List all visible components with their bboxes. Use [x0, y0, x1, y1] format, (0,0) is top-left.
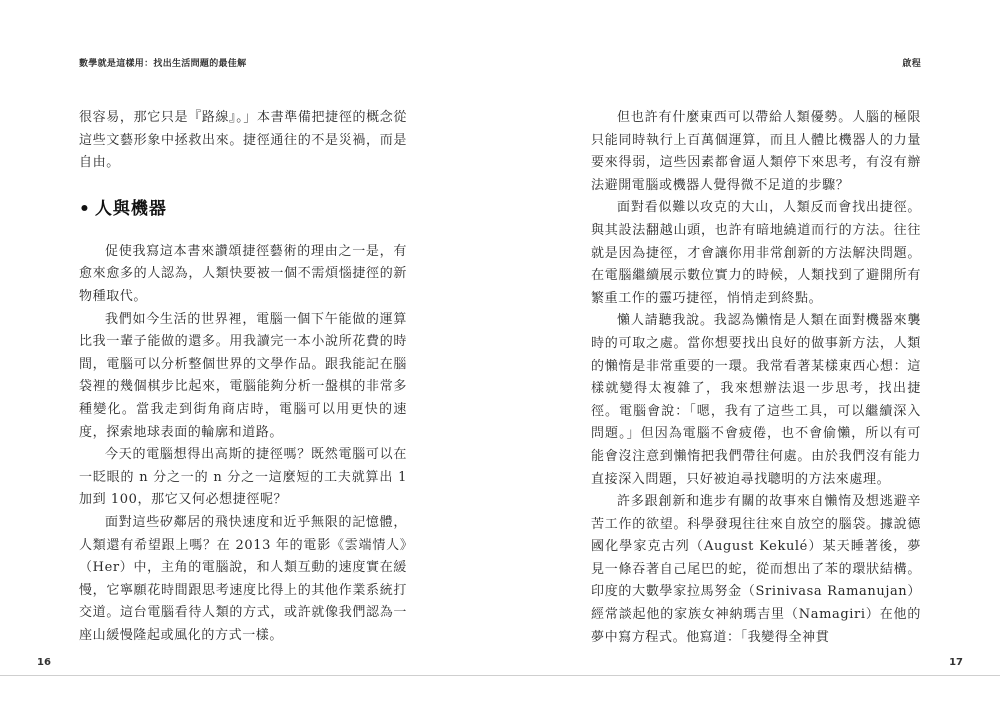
- right-page: [500, 0, 1000, 707]
- left-paragraph-2: 我們如今生活的世界裡，電腦一個下午能做的運算比我一輩子能做的還多。用我讀完一本小說所花費的時間，電腦可以分析整個世界的文學作品。跟我能記在腦袋裡的幾個棋步比起來，電腦能夠分析一盤棋的非常多種變化。當我走到街角商店時，電腦可以用更快的速度，探索地球表面的輪廓和道路。: [79, 311, 407, 440]
- left-footer-rule: [0, 675, 500, 676]
- left-intro-paragraph: 很容易，那它只是『路線』。」本書準備把捷徑的概念從這些文藝形象中拯救出來。捷徑通往的不是災禍，而是自由。: [79, 110, 407, 171]
- left-page-number: 16: [37, 657, 51, 668]
- right-paragraph-1: 但也許有什麼東西可以帶給人類優勢。人腦的極限只能同時執行上百萬個運算，而且人體比機器人的力量要來得弱，這些因素都會逼人類停下來思考，有沒有辦法避開電腦或機器人覺得微不足道的步驟？: [591, 110, 921, 193]
- right-page-number: 17: [949, 657, 963, 668]
- right-paragraph-2: 面對看似難以攻克的大山，人類反而會找出捷徑。與其設法翻越山頭，也許有暗地繞道而行的方法。往往就是因為捷徑，才會讓你用非常創新的方法解決問題。在電腦繼續展示數位實力的時候，人類找到了避開所有繁重工作的靈巧捷徑，悄悄走到終點。: [591, 200, 921, 306]
- right-text-block: [591, 107, 921, 649]
- section-heading: [79, 197, 407, 221]
- left-running-head: 數學就是這樣用：找出生活問題的最佳解: [79, 59, 247, 69]
- right-paragraph-3: 懶人請聽我說。我認為懶惰是人類在面對機器來襲時的可取之處。當你想要找出良好的做事新方法，人類的懶惰是非常重要的一環。我常看著某樣東西心想：這樣就變得太複雜了，我來想辦法退一步思考，找出捷徑。電腦會說：「嗯，我有了這些工具，可以繼續深入問題。」但因為電腦不會疲倦，也不會偷懶，所以有可能會沒注意到懶惰把我們帶往何處。由於我們沒有能力直接深入問題，只好被迫尋找聰明的方法來處理。: [591, 313, 921, 487]
- heading-bullet: •: [79, 198, 91, 219]
- left-paragraph-4: 面對這些矽鄰居的飛快速度和近乎無限的記憶體，人類還有希望跟上嗎？在 2013 年的電影《雲端情人》（Her）中，主角的電腦說，和人類互動的速度實在緩慢，它寧願花時間跟思考速度比得上的其他作業系統打交道。這台電腦看待人類的方式，或許就像我們認為一座山緩慢隆起或風化的方式一樣。: [79, 514, 407, 643]
- right-paragraph-4: 許多跟創新和進步有關的故事來自懶惰及想逃避辛苦工作的欲望。科學發現往往來自放空的腦袋。據說德國化學家克古列（August Kekulé）某天睡著後，夢見一條吞著自己尾巴的蛇，從而想出了苯的環狀結構。印度的大數學家拉馬努金（Srinivasa Ramanujan）經常談起他的家族女神納瑪吉里（Namagiri）在他的夢中寫方程式。他寫道：「我變得全神貫: [591, 494, 921, 645]
- right-running-head: 啟程: [902, 59, 921, 69]
- left-paragraph-1: 促使我寫這本書來讚頌捷徑藝術的理由之一是，有愈來愈多的人認為，人類快要被一個不需煩惱捷徑的新物種取代。: [79, 243, 407, 304]
- left-text-block: [79, 107, 407, 647]
- left-paragraph-3: 今天的電腦想得出高斯的捷徑嗎？既然電腦可以在一眨眼的 n 分之一的 n 分之一這麼短的工夫就算出 1 加到 100，那它又何必想捷徑呢？: [79, 447, 407, 508]
- heading-text: 人與機器: [94, 198, 167, 219]
- right-footer-rule: [500, 675, 1000, 676]
